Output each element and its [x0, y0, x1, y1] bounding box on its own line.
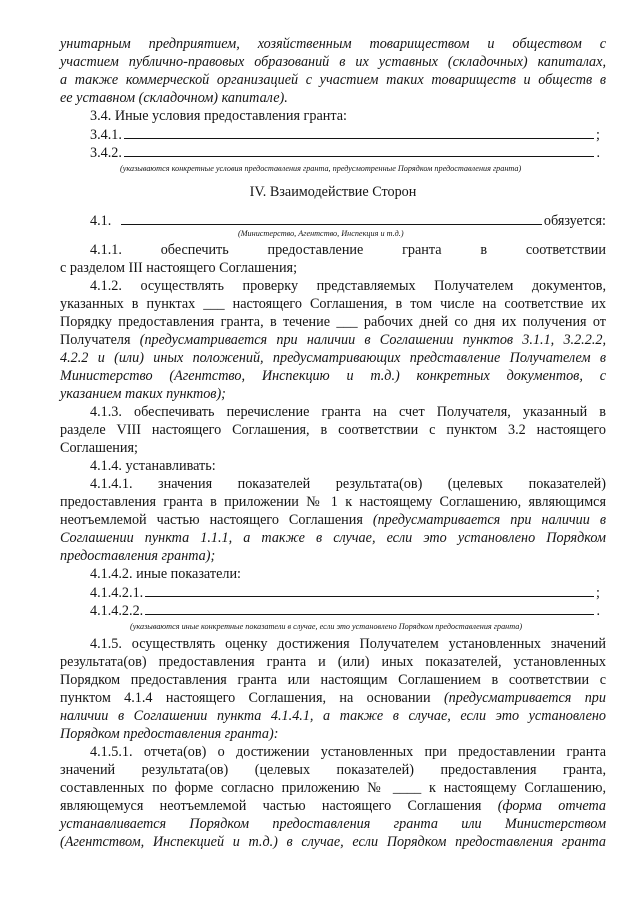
text-span: Получателя: [60, 332, 140, 348]
clause-end: .: [596, 603, 600, 619]
text-line: 4.1.4.2. иные показатели:: [90, 566, 241, 582]
text-line: а также коммерческой организацией с участием таких товариществ и обществ в: [60, 72, 606, 88]
text-span: (предусматривается при наличии в Соглашении пунктов 3.1.1, 3.2.2.2,: [139, 332, 607, 348]
text-line: 4.1.1. обеспечить предоставление гранта в соответствии: [90, 242, 606, 258]
text-line: устанавливается Порядком предоставления гранта или Министерством: [60, 816, 606, 832]
text-line: [60, 798, 606, 815]
section-heading: IV. Взаимодействие Сторон: [249, 184, 417, 200]
clause-label: 4.1.4.2.2.: [90, 603, 144, 619]
text-line: унитарным предприятием, хозяйственным товариществом и обществом с: [60, 36, 606, 52]
text-line: [60, 690, 606, 707]
clause-end: ;: [596, 127, 600, 143]
text-span: являющемуся неотъемлемой частью настоящего Соглашения: [60, 798, 498, 814]
text-line: 4.1.5.1. отчета(ов) о достижении установленных при предоставлении гранта: [90, 744, 606, 760]
text-line: 4.1.5. осуществлять оценку достижения Получателем установленных значений: [90, 636, 606, 652]
clause-4-1-4-2-1: [90, 584, 600, 602]
fill-line: [124, 144, 595, 157]
clause-label: 3.4.2.: [90, 145, 122, 161]
text-line: результата(ов) предоставления гранта и (или) иных показателей, установленных: [60, 654, 606, 670]
text-line: 4.1.4. устанавливать:: [90, 458, 216, 474]
clause-end: ;: [596, 585, 600, 601]
clause-3-4-1: [90, 126, 600, 144]
text-line: разделе VIII настоящего Соглашения, в соответствии с пунктом 3.2 настоящего: [60, 422, 606, 438]
hint-text: (указываются конкретные условия предоставления гранта, предусмотренные Порядком предоставления гранта): [120, 164, 522, 173]
text-line: участием публично-правовых образований в их уставных (складочных) капиталах,: [60, 54, 606, 70]
fill-line: [145, 584, 594, 597]
fill-line: [121, 212, 542, 225]
text-span: (предусматривается при: [443, 690, 606, 706]
text-line: Соглашения;: [60, 440, 138, 456]
text-span: (форма отчета: [497, 798, 606, 814]
text-line: Порядком предоставления гранта):: [60, 726, 279, 742]
fill-line: [145, 602, 594, 615]
text-line: предоставления гранта в приложении № 1 к настоящему Соглашению, являющимся: [60, 494, 606, 510]
text-line: Порядку предоставления гранта, в течение ___ рабочих дней со дня их получения от: [60, 314, 606, 330]
text-line: 4.1.2. осуществлять проверку представляемых Получателем документов,: [90, 278, 606, 294]
clause-4-1-4-2-2: [90, 602, 600, 620]
text-line: 4.1.4.1. значения показателей результата(ов) (целевых показателей): [90, 476, 606, 492]
text-line: 4.1.3. обеспечивать перечисление гранта на счет Получателя, указанный в: [90, 404, 606, 420]
clause-3-4-2: [90, 144, 600, 162]
text-span: (предусматривается при наличии в: [372, 512, 606, 528]
hint-text: (Министерство, Агентство, Инспекция и т.д.): [238, 229, 404, 238]
text-line: [60, 332, 606, 349]
text-line: Соглашении пункта 1.1.1, а также в случае, если это установлено Порядком: [60, 530, 606, 546]
text-line: с разделом III настоящего Соглашения;: [60, 260, 298, 276]
hint-text: (указываются иные конкретные показатели в случае, если это установлено Порядком предоставления гранта): [130, 622, 523, 631]
clause-label: 4.1.4.2.1.: [90, 585, 144, 601]
text-line: ее уставном (складочном) капитале).: [60, 90, 288, 106]
text-span: неотъемлемой частью настоящего Соглашения: [60, 512, 373, 528]
text-line: наличии в Соглашении пункта 4.1.4.1, а также в случае, если это установлено: [60, 708, 606, 724]
text-line: 4.2.2 и (или) иных положений, предусматривающих представление Получателем в: [60, 350, 606, 366]
text-line: составленных по форме согласно приложению № ____ к настоящему Соглашению,: [60, 780, 606, 796]
text-line: указанием таких пунктов);: [60, 386, 226, 402]
fill-line: [124, 126, 594, 139]
text-line: значений результата(ов) (целевых показателей) предоставления гранта,: [60, 762, 606, 778]
text-line: [60, 512, 606, 529]
text-line: Министерство (Агентство, Инспекцию и т.д.) конкретных документов, с: [60, 368, 606, 384]
clause-4-1: [90, 212, 606, 230]
clause-end: обязуется:: [543, 213, 606, 229]
clause-3-4: 3.4. Иные условия предоставления гранта:: [90, 108, 347, 124]
clause-label: 3.4.1.: [90, 127, 122, 143]
text-line: Порядком предоставления гранта или настоящим Соглашением в соответствии с: [60, 672, 606, 688]
clause-end: .: [596, 145, 600, 161]
clause-label: 4.1.: [90, 213, 112, 229]
text-line: (Агентством, Инспекцией и т.д.) в случае, если Порядком предоставления гранта: [60, 834, 606, 850]
text-span: пунктом 4.1.4 настоящего Соглашения, на основании: [60, 690, 444, 706]
text-line: предоставления гранта);: [60, 548, 216, 564]
text-line: указанных в пунктах ___ настоящего Соглашения, в том числе на соответствие их: [60, 296, 606, 312]
